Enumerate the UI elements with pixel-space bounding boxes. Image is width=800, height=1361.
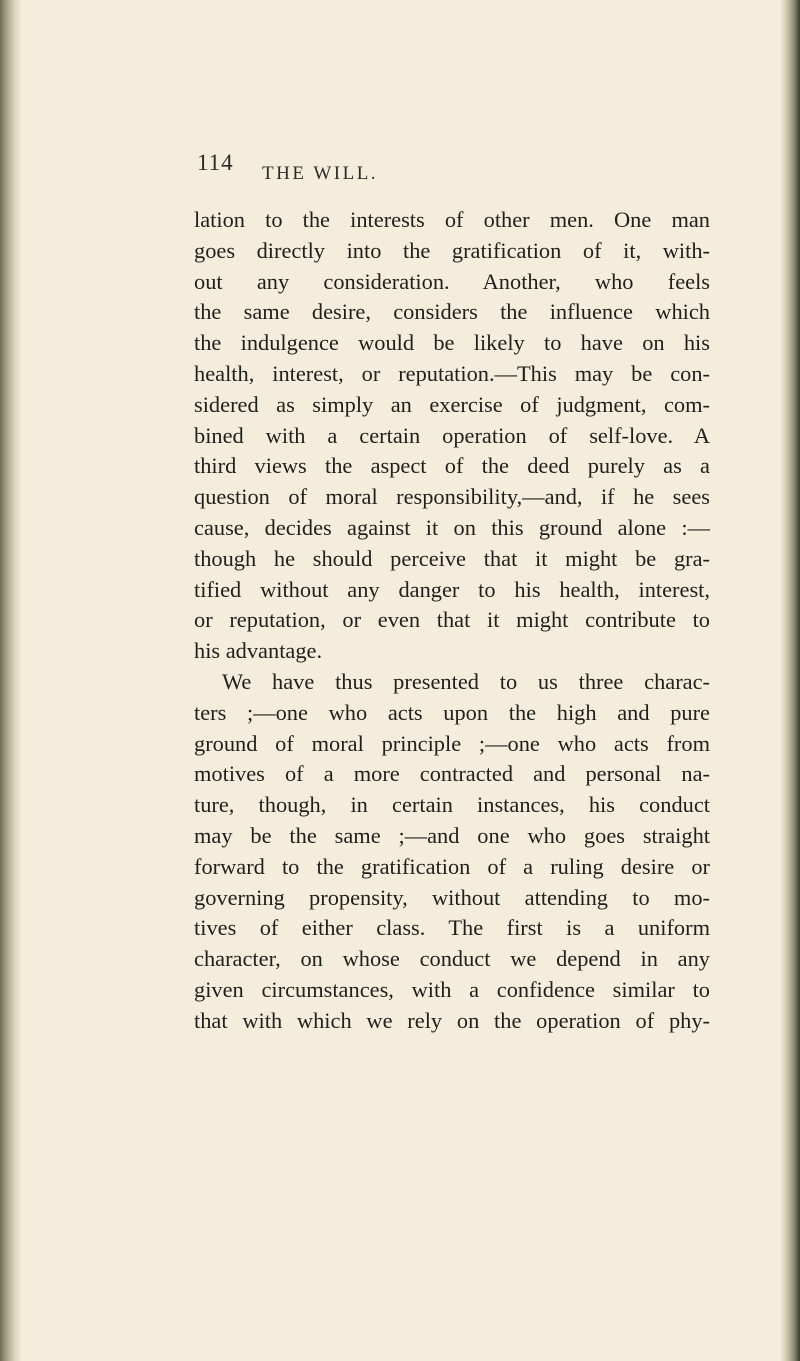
text-line: the indulgence would be likely to have on his: [194, 330, 710, 356]
text-line: ters ;—one who acts upon the high and pure: [194, 699, 710, 725]
running-title: THE WILL.: [262, 163, 379, 184]
text-line: or reputation, or even that it might contribute to: [194, 607, 710, 633]
text-line: character, on whose conduct we depend in any: [194, 946, 710, 972]
paragraph-start-line: We have thus presented to us three charac-: [222, 668, 710, 694]
text-line: though he should perceive that it might be gra-: [194, 545, 710, 571]
text-line: third views the aspect of the deed purely as a: [194, 453, 710, 479]
page-number: 114: [197, 150, 234, 175]
text-line: sidered as simply an exercise of judgment, com-: [194, 391, 710, 417]
body-text: [194, 205, 710, 1037]
page-gutter-shadow: [0, 0, 22, 1361]
text-line: bined with a certain operation of self-love. A: [194, 422, 710, 448]
text-line: tified without any danger to his health, interest,: [194, 576, 710, 602]
text-line: out any consideration. Another, who feels: [194, 268, 710, 294]
text-line: that with which we rely on the operation of phy-: [194, 1007, 710, 1033]
text-line: tives of either class. The first is a uniform: [194, 915, 710, 941]
text-line: forward to the gratification of a ruling desire or: [194, 853, 710, 879]
text-line: lation to the interests of other men. One man: [194, 207, 710, 232]
text-line: goes directly into the gratification of it, with-: [194, 237, 710, 263]
text-line: cause, decides against it on this ground alone :—: [194, 514, 710, 540]
text-line: may be the same ;—and one who goes straight: [194, 822, 710, 848]
paragraph-end-line: his advantage.: [194, 638, 323, 664]
text-line: ture, though, in certain instances, his conduct: [194, 792, 710, 818]
text-line: the same desire, considers the influence which: [194, 299, 710, 325]
page-edge-shadow: [780, 0, 800, 1361]
text-line: governing propensity, without attending to mo-: [194, 884, 710, 910]
text-line: question of moral responsibility,—and, if he sees: [194, 484, 710, 510]
text-line: health, interest, or reputation.—This may be con-: [194, 360, 710, 386]
text-line: given circumstances, with a confidence similar to: [194, 976, 710, 1002]
text-line: ground of moral principle ;—one who acts from: [194, 730, 710, 756]
text-line: motives of a more contracted and personal na-: [194, 761, 710, 787]
